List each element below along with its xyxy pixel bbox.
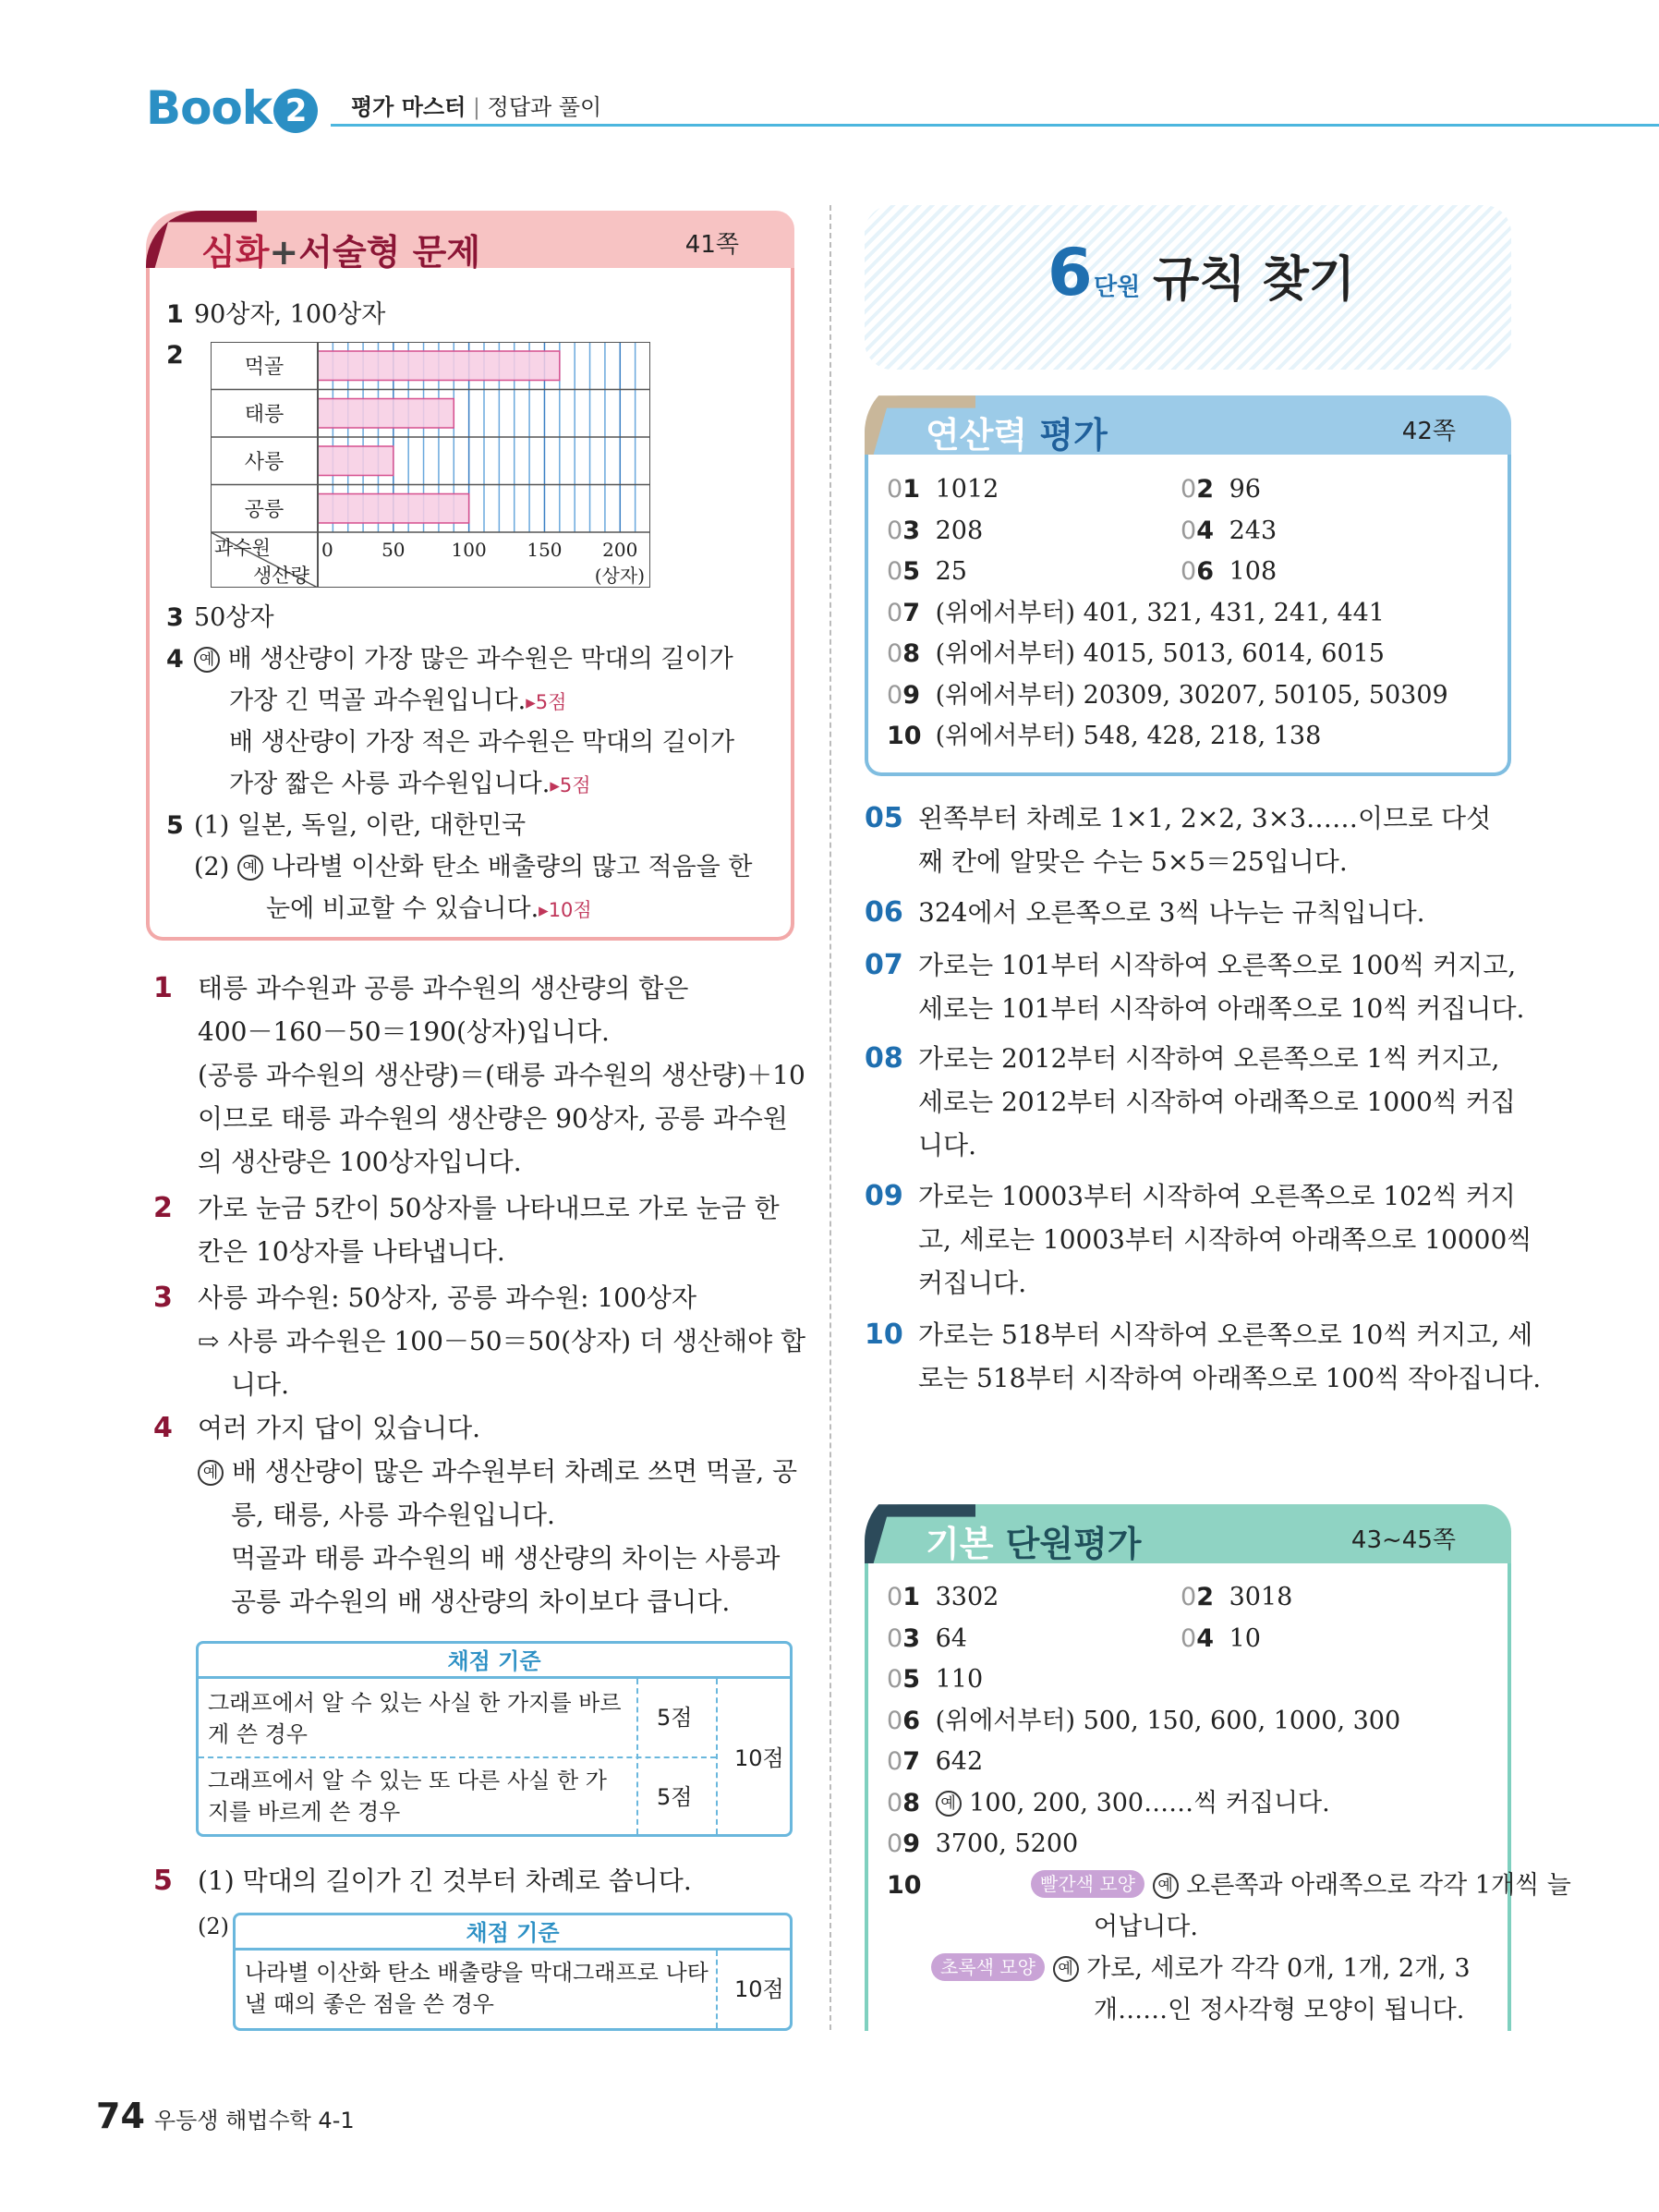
answer-item: 09 3700, 5200 [887,1829,1079,1858]
answer-item: 09 (위에서부터) 20309, 30207, 50105, 50309 [887,680,1448,710]
answer-item: 06 (위에서부터) 500, 150, 600, 1000, 300 [887,1706,1401,1735]
answer-item: 04 10 [1181,1623,1261,1653]
answer-item: 07 642 [887,1747,984,1776]
answer-item: 01 1012 [887,475,999,504]
tick-label: 50 [381,539,406,561]
red-shape-tag: 빨간색 모양 [1031,1870,1144,1898]
answer-item: 07 (위에서부터) 401, 321, 431, 241, 441 [887,598,1385,627]
corner-bottom: 생산량 [253,565,309,587]
category-label: 사릉 [244,450,285,474]
answer-item: 08 (위에서부터) 4015, 5013, 6014, 6015 [887,639,1385,668]
scoring-table-1: 채점 기준 그래프에서 알 수 있는 사실 한 가지를 바르 게 쓴 경우 그래프에서 알 수 있는 또 다른 사실 한 가 지를 바르게 쓴 경우 5점 5점 10점 [196,1641,793,1837]
tick-label: 150 [527,539,563,561]
explanation-10: 10 가로는 518부터 시작하여 오른쪽으로 10씩 커지고, 세 [865,1319,1533,1351]
explanation-4: 4 여러 가지 답이 있습니다. [153,1412,481,1444]
scoring-caption: 채점 기준 [236,1915,790,1951]
answer-5: 5 (1) 일본, 독일, 이란, 대한민국 [166,811,527,840]
unit-title: 6 단원 규칙 찾기 [865,205,1511,370]
unit-label: (상자) [594,565,645,587]
explanation-09: 09 가로는 10003부터 시작하여 오른쪽으로 102씩 커지 [865,1180,1516,1212]
bar-chart [211,342,650,588]
answer-item: 10 [887,1870,922,1900]
category-label: 공릉 [244,498,285,522]
answer-item: 02 96 [1181,475,1261,504]
box-page: 42쪽 [1401,418,1456,445]
answer-item: 10 (위에서부터) 548, 428, 218, 138 [887,722,1322,750]
bar-태릉 [318,399,454,429]
bar-먹골 [318,351,560,381]
box-title: 연산력 평가 [926,415,1108,456]
explanation-1: 1 태릉 과수원과 공릉 과수원의 생산량의 합은 [153,972,689,1004]
book-name: 우등생 해법수학 4-1 [153,2108,355,2133]
explanation-5: 5 (1) 막대의 길이가 긴 것부터 차례로 씁니다. [153,1865,692,1897]
scoring-table-2: 채점 기준 나라별 이산화 탄소 배출량을 막대그래프로 나타 낼 때의 좋은 점을 쓴 경우 10점 [233,1913,793,2031]
tick-label: 200 [602,539,638,561]
answer-item: 05 110 [887,1665,984,1694]
scoring-caption: 채점 기준 [199,1644,790,1679]
header-title: 평가 마스터 | 정답과 풀이 [351,94,602,120]
answer-item: 08 예 100, 200, 300……씩 커집니다. [887,1788,1330,1817]
category-label: 먹골 [244,355,285,379]
book-logo: Book 2 [146,81,318,135]
page-number: 74 [96,2096,145,2136]
answer-item: 05 25 [887,557,967,586]
answer-item: 02 3018 [1181,1583,1293,1611]
category-label: 태릉 [244,403,285,427]
page-header [146,72,1659,135]
answer-item: 06 108 [1181,557,1278,586]
column-divider [830,205,831,2030]
answer-1: 1 90상자, 100상자 [166,300,386,329]
answer-item: 01 3302 [887,1583,999,1611]
answer-item: 03 208 [887,516,984,545]
answer-2: 2 [166,341,184,370]
explanation-08: 08 가로는 2012부터 시작하여 오른쪽으로 1씩 커지고, [865,1042,1500,1075]
bar-사릉 [318,446,394,476]
unit-name: 규칙 찾기 [1153,252,1356,308]
header-rule [331,124,1659,127]
green-shape-tag: 초록색 모양 [931,1953,1045,1981]
page-footer [96,2096,355,2136]
box-page: 41쪽 [684,231,739,259]
explanation-06: 06 324에서 오른쪽으로 3씩 나누는 규칙입니다. [865,896,1425,929]
answer-item: 03 64 [887,1623,967,1653]
tick-label: 100 [451,539,487,561]
bar-공릉 [318,494,469,524]
explanation-07: 07 가로는 101부터 시작하여 오른쪽으로 100씩 커지고, [865,949,1517,981]
box-title: 기본 단원평가 [926,1524,1142,1564]
explanation-2: 2 가로 눈금 5칸이 50상자를 나타내므로 가로 눈금 한 [153,1192,780,1224]
explanation-05: 05 왼쪽부터 차례로 1×1, 2×2, 3×3……이므로 다섯 [865,802,1492,834]
answer-4: 4 예 배 생산량이 가장 많은 과수원은 막대의 길이가 [166,645,733,674]
explanation-3: 3 사릉 과수원: 50상자, 공릉 과수원: 100상자 [153,1282,697,1314]
tick-label: 0 [321,539,333,561]
box-title: 심화+서술형 문제 [201,232,481,273]
answer-item: 04 243 [1181,516,1278,545]
corner-top: 과수원 [214,537,271,559]
answer-3: 3 50상자 [166,603,274,632]
box-page: 43~45쪽 [1350,1526,1456,1554]
